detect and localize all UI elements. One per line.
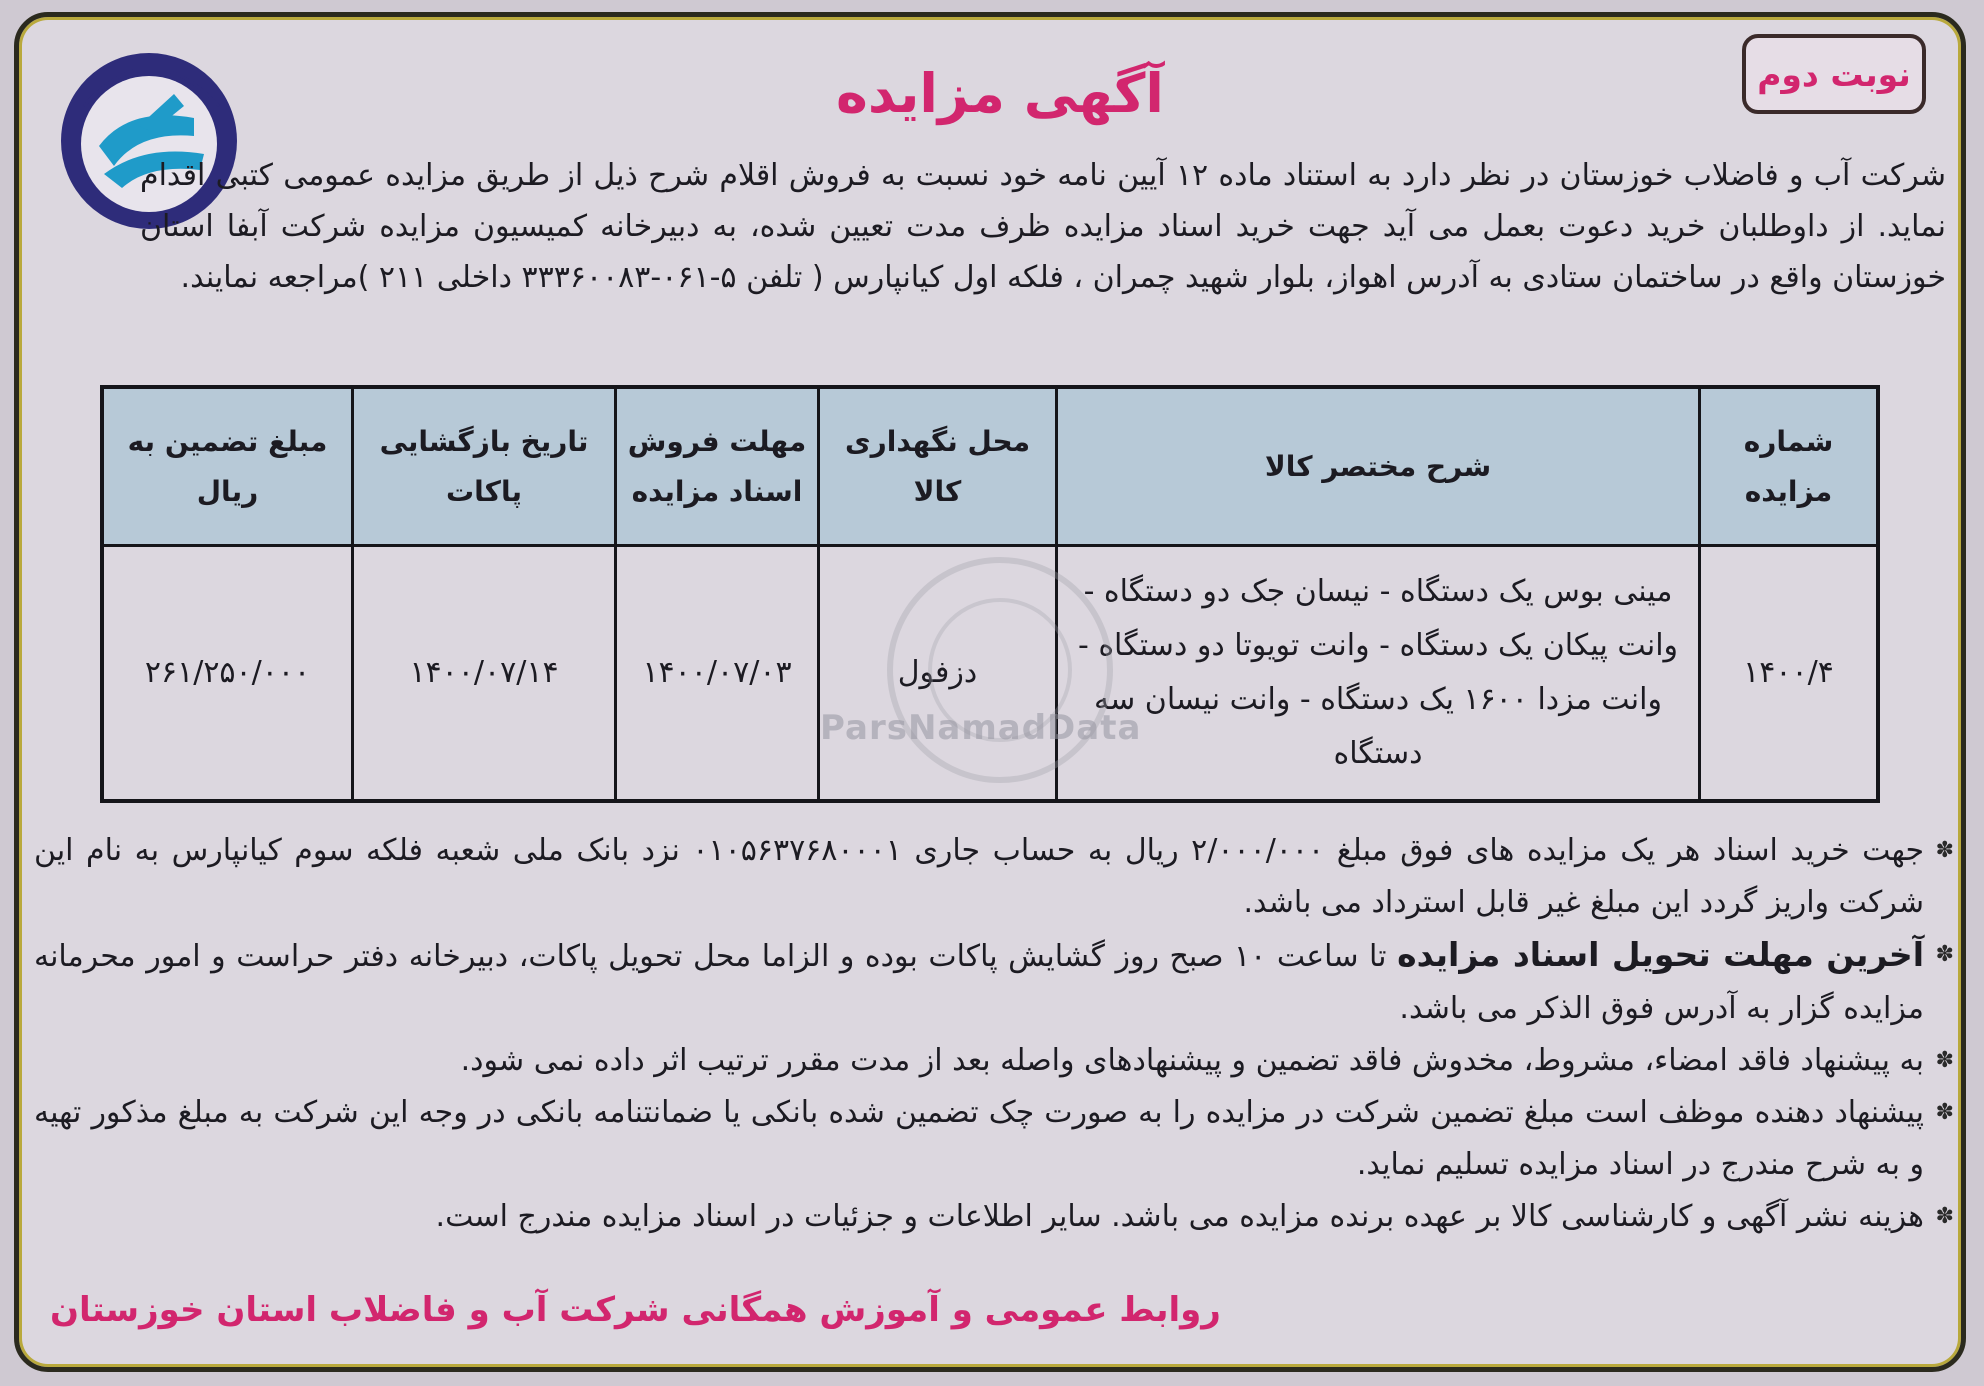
header-deadline: مهلت فروش اسناد مزایده (616, 387, 819, 546)
header-location: محل نگهداری کالا (819, 387, 1057, 546)
table-row (102, 546, 1878, 802)
notes-list (34, 825, 1954, 1243)
header-description: شرح مختصر کالا (1057, 387, 1700, 546)
note-item: ✽ پیشنهاد دهنده موظف است مبلغ تضمین شرکت در مزایده را به صورت چک تضمین شده بانکی یا ضمانتنامه بانکی در وجه این شرکت به مبلغ مذکور تهیه و به شرح مندرج در اسناد مزایده تسلیم نماید. (34, 1087, 1954, 1191)
cell-guarantee: ۲۶۱/۲۵۰/۰۰۰ (102, 546, 353, 802)
table-header-row (102, 387, 1878, 546)
round-badge: نوبت دوم (1742, 34, 1926, 114)
notice-title: آگهی مزایده (836, 62, 1164, 125)
note-bold-text: آخرین مهلت تحویل اسناد مزایده (1397, 935, 1925, 974)
header-opening-date: تاریخ بازگشایی پاکات (353, 387, 616, 546)
footer-signature: روابط عمومی و آموزش همگانی شرکت آب و فاضلاب استان خوزستان (50, 1290, 1221, 1330)
cell-auction-number: ۱۴۰۰/۴ (1700, 546, 1879, 802)
header-guarantee: مبلغ تضمین به ریال (102, 387, 353, 546)
cell-deadline: ۱۴۰۰/۰۷/۰۳ (616, 546, 819, 802)
header-auction-number: شماره مزایده (1700, 387, 1879, 546)
cell-opening-date: ۱۴۰۰/۰۷/۱۴ (353, 546, 616, 802)
note-item (34, 929, 1954, 1035)
intro-paragraph: شرکت آب و فاضلاب خوزستان در نظر دارد به استناد ماده ۱۲ آیین نامه خود نسبت به فروش اقلام شرح ذیل از طریق مزایده عمومی کتبی اقدام نماید. از داوطلبان خرید دعوت بعمل می آید جهت خرید اسناد مزایده ظرف مدت تعیین شده، به دبیرخانه کمیسیون مزایده شرکت آبفا استان خوزستان واقع در ساختمان ستادی به آدرس اهواز، بلوار شهید چمران ، فلکه اول کیانپارس ( تلفن ۵-۰۶۱-۳۳۳۶۰۰۸۳ داخلی ۲۱۱ )مراجعه نمایند. (140, 158, 1946, 295)
cell-location: دزفول (819, 546, 1057, 802)
note-item: ✽ جهت خرید اسناد هر یک مزایده های فوق مبلغ ۲/۰۰۰/۰۰۰ ریال به حساب جاری ۰۱۰۵۶۳۷۶۸۰۰۰۱ نزد بانک ملی شعبه فلکه سوم کیانپارس به نام این شرکت واریز گردد این مبلغ غیر قابل استرداد می باشد. (34, 825, 1954, 929)
note-text: تا ساعت ۱۰ صبح روز گشایش پاکات بوده و الزاما محل تحویل پاکات، دبیرخانه دفتر حراست و امور محرمانه مزایده گزار به آدرس فوق الذکر می باشد. (34, 939, 1924, 1026)
cell-description: مینی بوس یک دستگاه - نیسان جک دو دستگاه - وانت پیکان یک دستگاه - وانت تویوتا دو دستگاه - وانت مزدا ۱۶۰۰ یک دستگاه - وانت نیسان سه دستگاه (1057, 546, 1700, 802)
watermark-brand: ParsNamadData (820, 708, 1142, 748)
note-item: ✽ هزینه نشر آگهی و کارشناسی کالا بر عهده برنده مزایده می باشد. سایر اطلاعات و جزئیات در اسناد مزایده مندرج است. (34, 1191, 1954, 1243)
note-item: ✽ به پیشنهاد فاقد امضاء، مشروط، مخدوش فاقد تضمین و پیشنهادهای واصله بعد از مدت مقرر ترتیب اثر داده نمی شود. (34, 1035, 1954, 1087)
